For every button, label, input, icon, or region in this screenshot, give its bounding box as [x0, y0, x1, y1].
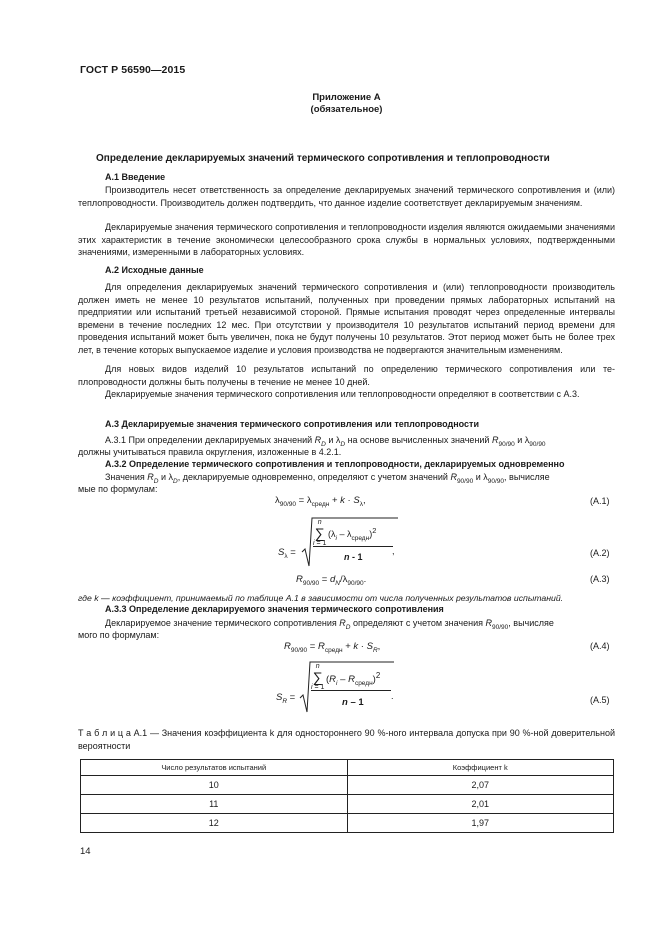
main-title: Определение декларируемых значений термического сопротивления и теплопроводности	[96, 153, 550, 164]
column-header-coefficient: Коэффициент k	[347, 760, 614, 776]
equation-number-a3: (А.3)	[590, 574, 610, 584]
annex-title: Приложение А	[312, 92, 381, 103]
table-cell: 2,07	[347, 776, 614, 795]
section-a2-paragraph-3: Декларируемые значения термического сопротивления или теплопроводности определяют в соответствии с А.3.	[105, 389, 580, 399]
standard-header: ГОСТ Р 56590—2015	[80, 64, 186, 76]
table-cell: 12	[81, 814, 348, 833]
column-header-results: Число результатов испытаний	[81, 760, 348, 776]
fraction-line-a5	[311, 690, 391, 691]
sum-term-a5: $(R_i - R_{средн})^2$	[326, 671, 381, 688]
a32-line-1: Значения $R_D$ и $\lambda_D$, декларируемые одновременно, определяют с учетом значений $R_{90/90}$ и $\lambda_{90/90}$, вычисляе	[105, 472, 550, 485]
fraction-line-a2	[313, 546, 393, 547]
section-a3-heading: А.3 Декларируемые значения термического сопротивления или теплопроводности	[105, 419, 479, 429]
a31-line-1: А.3.1 При определении декларируемых значений $R_D$ и $\lambda_D$ на основе вычисленных значений $R_{90/90}$ и $\lambda_{90/90}$	[105, 435, 546, 448]
table-cell: 10	[81, 776, 348, 795]
equation-number-a1: (А.1)	[590, 496, 610, 506]
denominator-a5: n – 1	[342, 697, 364, 708]
table-caption: Т а б л и ц а А.1 — Значения коэффициента k для одностороннего 90 %-ного интервала допуска при 90 %-ной доверительной вероятности	[78, 728, 615, 751]
equation-number-a2: (А.2)	[590, 548, 610, 558]
section-a1-paragraph-2: Декларируемые значения термического сопротивления и теплопроводности изделия являются ожидаемыми значениями этих характеристик в течение экономически целесообразного срока службы в нормальных условиях, подтвержденными значениями, измеренными в лабораторных условиях.	[78, 222, 615, 257]
coefficient-note: где k — коэффициент, принимаемый по таблице А.1 в зависимости от числа полученных результатов испытаний.	[78, 593, 564, 603]
annex-status: (обязательное)	[310, 104, 383, 115]
section-a1-heading: А.1 Введение	[105, 172, 166, 182]
a31-line-2: должны учитываться правила округления, изложенные в 4.2.1.	[78, 447, 342, 457]
equation-a4: $R_{90/90} = R_{средн} + k \cdot S_R$,	[284, 641, 381, 654]
table-row	[81, 814, 614, 833]
a33-line-2: мого по формулам:	[78, 630, 160, 640]
table-cell: 11	[81, 795, 348, 814]
a33-line-1: Декларируемое значение термического сопротивления $R_D$ определяют с учетом значения $R_{90/90}$, вычисляе	[105, 618, 554, 631]
equation-number-a4: (А.4)	[590, 641, 610, 651]
equation-number-a5: (А.5)	[590, 695, 610, 705]
a33-heading: А.3.3 Определение декларируемого значения термического сопротивления	[105, 604, 444, 614]
equation-a5: $S_R$ =	[276, 692, 296, 705]
table-row	[81, 776, 614, 795]
sum-a2: n ∑ i = 1	[313, 519, 327, 547]
equation-a1: $\lambda_{90/90} = \lambda_{средн} + k \cdot S_\lambda$,	[275, 495, 366, 508]
table-row	[81, 795, 614, 814]
section-a2-paragraph-2: Для новых видов изделий 10 результатов испытаний по определению термического сопротивления или теплопроводности должны быть получены в течение не менее 10 дней.	[78, 364, 615, 387]
coefficient-table	[80, 759, 614, 833]
table-cell: 1,97	[347, 814, 614, 833]
page-number: 14	[80, 846, 91, 857]
section-a2-paragraph-1: Для определения декларируемых значений термического сопротивления и (или) теплопроводности производитель должен иметь не менее 10 результатов испытаний, полученных при проведении прямых лабораторных испытаний на предприятии или испытаний третьей независимой стороной. Прямые испытания проводят через определенные интервалы времени в течение последних 12 мес. При отсутствии у производителя 10 результатов испытаний период времени для проведения испытаний может быть увеличен, пока не будут получены 10 результатов. Этот период может быть не более трех лет, в течение которых выпускаемое изделие и условия производства не подвергаются значительным изменениям.	[78, 282, 615, 355]
table-cell: 2,01	[347, 795, 614, 814]
section-a2-heading: А.2 Исходные данные	[105, 265, 204, 275]
sum-a5: n ∑ i = 1	[311, 663, 325, 691]
a32-heading: А.3.2 Определение термического сопротивления и теплопроводности, декларируемых одновременно	[105, 459, 565, 469]
sum-term-a2: $(\lambda_i - \lambda_{средн})^2$	[328, 526, 377, 542]
document-page: ГОСТ Р 56590—2015 Приложение А (обязательное) Определение декларируемых значений термического сопротивления и теплопроводности А.1 Введение Производитель несет ответственность за определение декларируемых значений термического сопротивления и (или) теплопроводности. Производитель должен подтвердить, что данное изделие соответствует декларируемым значениям. Декларируемые значения термического сопротивления и теплопроводности изделия являются ожидаемыми значениями этих характеристик в течение экономически целесообразного срока службы в нормальных условиях, подтвержденными значениями, измеренными в лабораторных условиях. А.2 Исходные данные Для определения декларируемых значений термического сопротивления и (или) теплопроводности производитель должен иметь не менее 10 результатов испытаний, полученных при проведении прямых лабораторных испытаний на предприятии или испытаний третьей независимой стороной. Прямые испытания проводят через определенные интервалы времени в течение последних 12 мес. При отсутствии у производителя 10 результатов испытаний период времени для проведения испытаний может быть увеличен, пока не будут получены 10 результатов. Этот период может быть не более трех лет, в течение которых выпускаемое изделие и условия производства не подвергаются значительным изменениям. Для новых видов изделий 10 результатов испытаний по определению термического сопротивления или теплопроводности должны быть получены в течение не менее 10 дней. Декларируемые значения термического сопротивления или теплопроводности определяют в соответствии с А.3. А.3 Декларируемые значения термического сопротивления или теплопроводности А.3.1 При определении декларируемых значений $R_D$ и $\lambda_D$ на основе вычисленных значений $R_{90/90}$ и $\lambda_{90/90}$ должны учитываться правила округления, изложенные в 4.2.1. А.3.2 Определение термического сопротивления и теплопроводности, декларируемых одновременно Значения $R_D$ и $\lambda_D$, декларируемые одновременно, определяют с учетом значений $R_{90/90}$ и $\lambda_{90/90}$, вычисляе мые по формулам: $\lambda_{90/90} = \lambda_{средн} + k \cdot S_\lambda$, (А.1) $S_\lambda$ = n ∑ i = 1 $(\lambda_i - \lambda_{средн})^2$ n - 1 , (А.2) $R_{90/90} = d_N/\lambda_{90/90}$. (А.3) где k — коэффициент, принимаемый по таблице А.1 в зависимости от числа полученных результатов испытаний. А.3.3 Определение декларируемого значения термического сопротивления Декларируемое значение термического сопротивления $R_D$ определяют с учетом значения $R_{90/90}$, вычисляе мого по формулам: $R_{90/90} = R_{средн} + k \cdot S_R$, (А.4) $S_R$ = n ∑ i = 1 $(R_i - R_{средн})^2$ n – 1 . (А.5) Т а б л и ц а А.1 — Значения коэффициента k для одностороннего 90 %-ного интервала допуска при 90 %-ной доверительной вероятности Число результатов испытаний Коэффициент k 10 2,07 11 2,01 12 1,97 14	[78, 64, 615, 857]
denominator-a2: n - 1	[344, 552, 363, 562]
equation-a2: $S_\lambda$ =	[278, 547, 296, 560]
section-a1-paragraph-1: Производитель несет ответственность за определение декларируемых значений термического сопротивления и (или) теплопроводности. Производитель должен подтвердить, что данное изделие соответствует декларируемым значениям.	[78, 185, 615, 208]
a32-line-2: мые по формулам:	[78, 484, 158, 494]
equation-a3: $R_{90/90} = d_N/\lambda_{90/90}$.	[296, 574, 367, 587]
